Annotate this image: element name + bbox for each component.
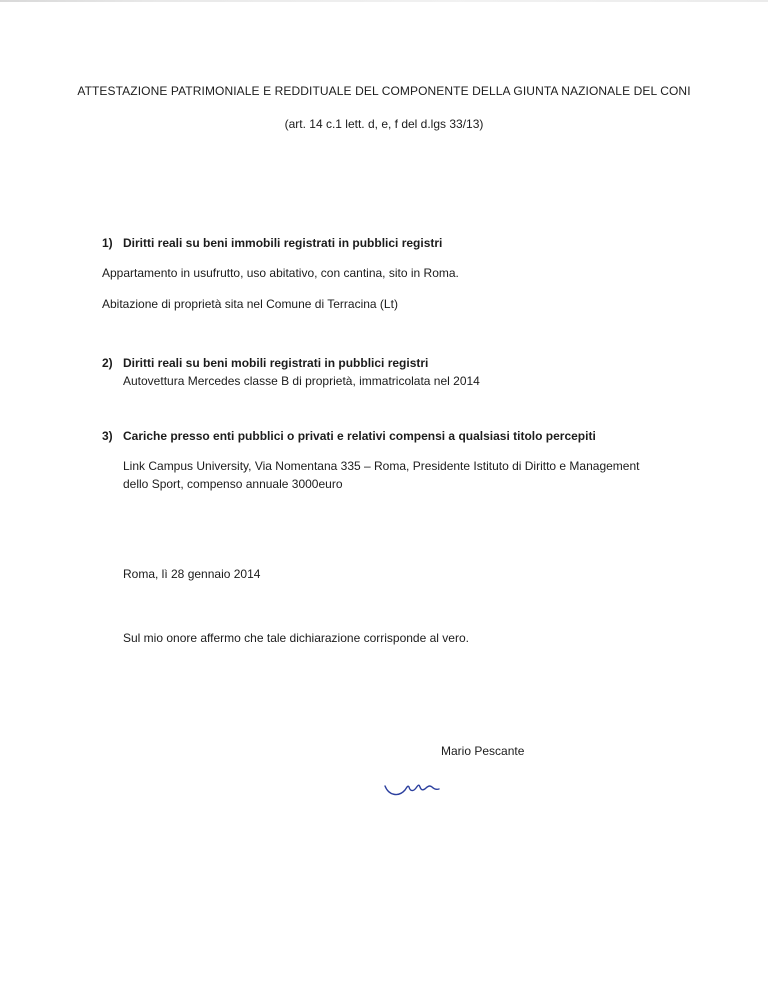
section-1-line-1: Appartamento in usufrutto, uso abitativo, con cantina, sito in Roma. (102, 266, 459, 280)
section-1-heading: Diritti reali su beni immobili registrati in pubblici registri (123, 236, 443, 250)
section-3-number: 3) (102, 429, 113, 443)
scan-edge (0, 0, 768, 2)
signatory-name: Mario Pescante (441, 744, 525, 758)
document-subtitle: (art. 14 c.1 lett. d, e, f del d.lgs 33/13) (284, 117, 484, 131)
section-2-line-1: Autovettura Mercedes classe B di proprietà, immatricolata nel 2014 (123, 374, 480, 388)
handwritten-signature (383, 778, 443, 800)
document-title: ATTESTAZIONE PATRIMONIALE E REDDITUALE DEL COMPONENTE DELLA GIUNTA NAZIONALE DEL CONI (77, 84, 691, 98)
place-date: Roma, lì 28 gennaio 2014 (123, 567, 261, 581)
section-3-heading: Cariche presso enti pubblici o privati e relativi compensi a qualsiasi titolo percepiti (123, 429, 596, 443)
section-2-number: 2) (102, 356, 113, 370)
section-2-heading: Diritti reali su beni mobili registrati in pubblici registri (123, 356, 429, 370)
section-3-line-2: dello Sport, compenso annuale 3000euro (123, 477, 343, 491)
section-1-number: 1) (102, 236, 113, 250)
section-3-line-1: Link Campus University, Via Nomentana 335 – Roma, Presidente Istituto di Diritto e Management (123, 459, 640, 473)
section-1-line-2: Abitazione di proprietà sita nel Comune di Terracina (Lt) (102, 297, 398, 311)
declaration: Sul mio onore affermo che tale dichiarazione corrisponde al vero. (123, 631, 469, 645)
